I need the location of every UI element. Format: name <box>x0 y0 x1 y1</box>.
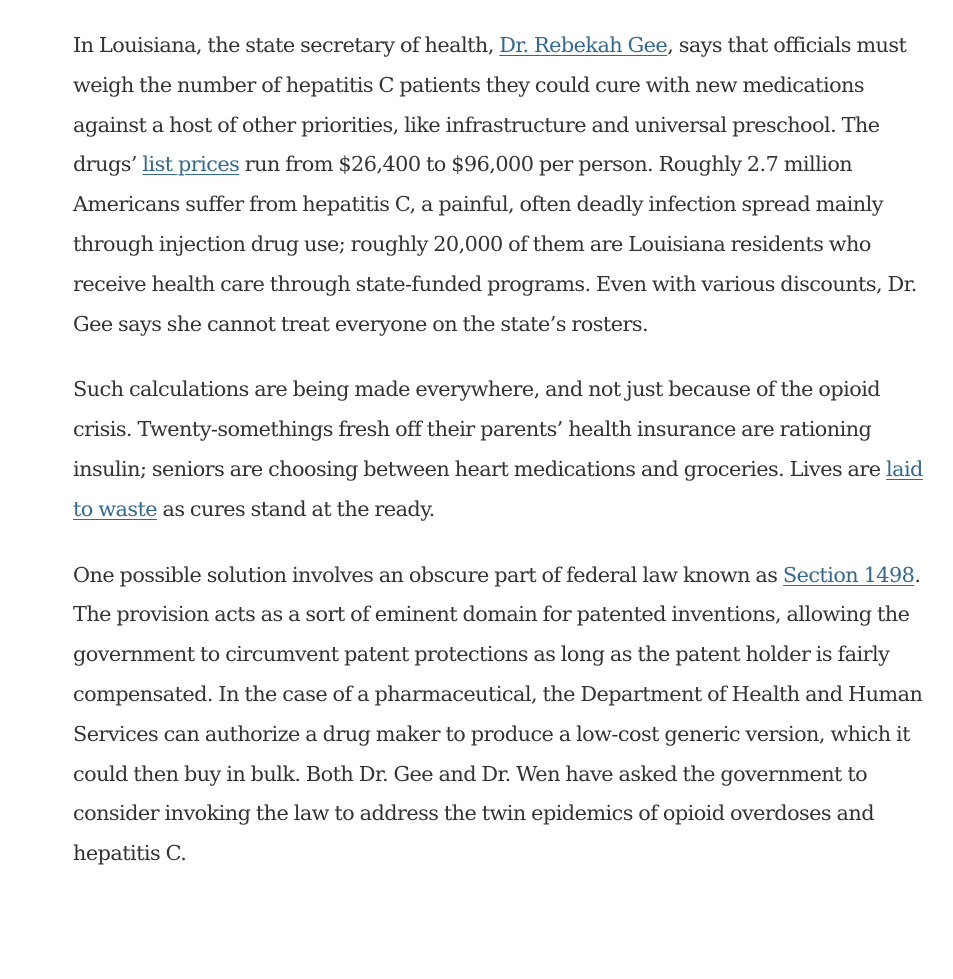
paragraph-section-1498 <box>73 556 923 874</box>
link-dr-rebekah-gee[interactable]: Dr. Rebekah Gee <box>499 33 668 57</box>
paragraph-calculations <box>73 370 923 529</box>
text-segment: run from $26,400 to $96,000 per person. Roughly 2.7 million Americans suffer from hepatitis C, a painful, often deadly infection spread mainly through injection drug use; roughly 20,000 of them are Louisiana residents who receive health care through state-funded programs. Even with various discounts, Dr. Gee says she cannot treat everyone on the state’s rosters. <box>73 152 917 336</box>
text-segment: Such calculations are being made everywhere, and not just because of the opioid crisis. Twenty-somethings fresh off their parents’ health insurance are rationing insulin; seniors are choosing between heart medications and groceries. Lives are <box>73 377 886 481</box>
link-list-prices[interactable]: list prices <box>142 152 240 177</box>
text-segment: as cures stand at the ready. <box>157 496 435 521</box>
link-section-1498[interactable]: Section 1498 <box>782 562 915 587</box>
text-segment: . The provision acts as a sort of eminent domain for patented inventions, allowing the government to circumvent patent protections as long as the patent holder is fairly compensated. In the case of a pharmaceutical, the Department of Health and Human Services can authorize a drug maker to produce a low-cost generic version, which it could then buy in bulk. Both Dr. Gee and Dr. Wen have asked the government to consider invoking the law to address the twin epidemics of opioid overdoses and hepatitis C. <box>73 562 923 866</box>
article-body <box>73 26 923 900</box>
text-segment: In Louisiana, the state secretary of health, <box>73 33 500 57</box>
text-segment: , says that officials must weigh the number of hepatitis C patients they could cure with new medications against a host of other priorities, like infrastructure and universal preschool. The drugs’ <box>73 33 907 177</box>
link-laid-to-waste[interactable]: laid to waste <box>73 456 923 521</box>
text-segment: One possible solution involves an obscure part of federal law known as <box>73 562 783 587</box>
paragraph-louisiana <box>73 26 923 344</box>
